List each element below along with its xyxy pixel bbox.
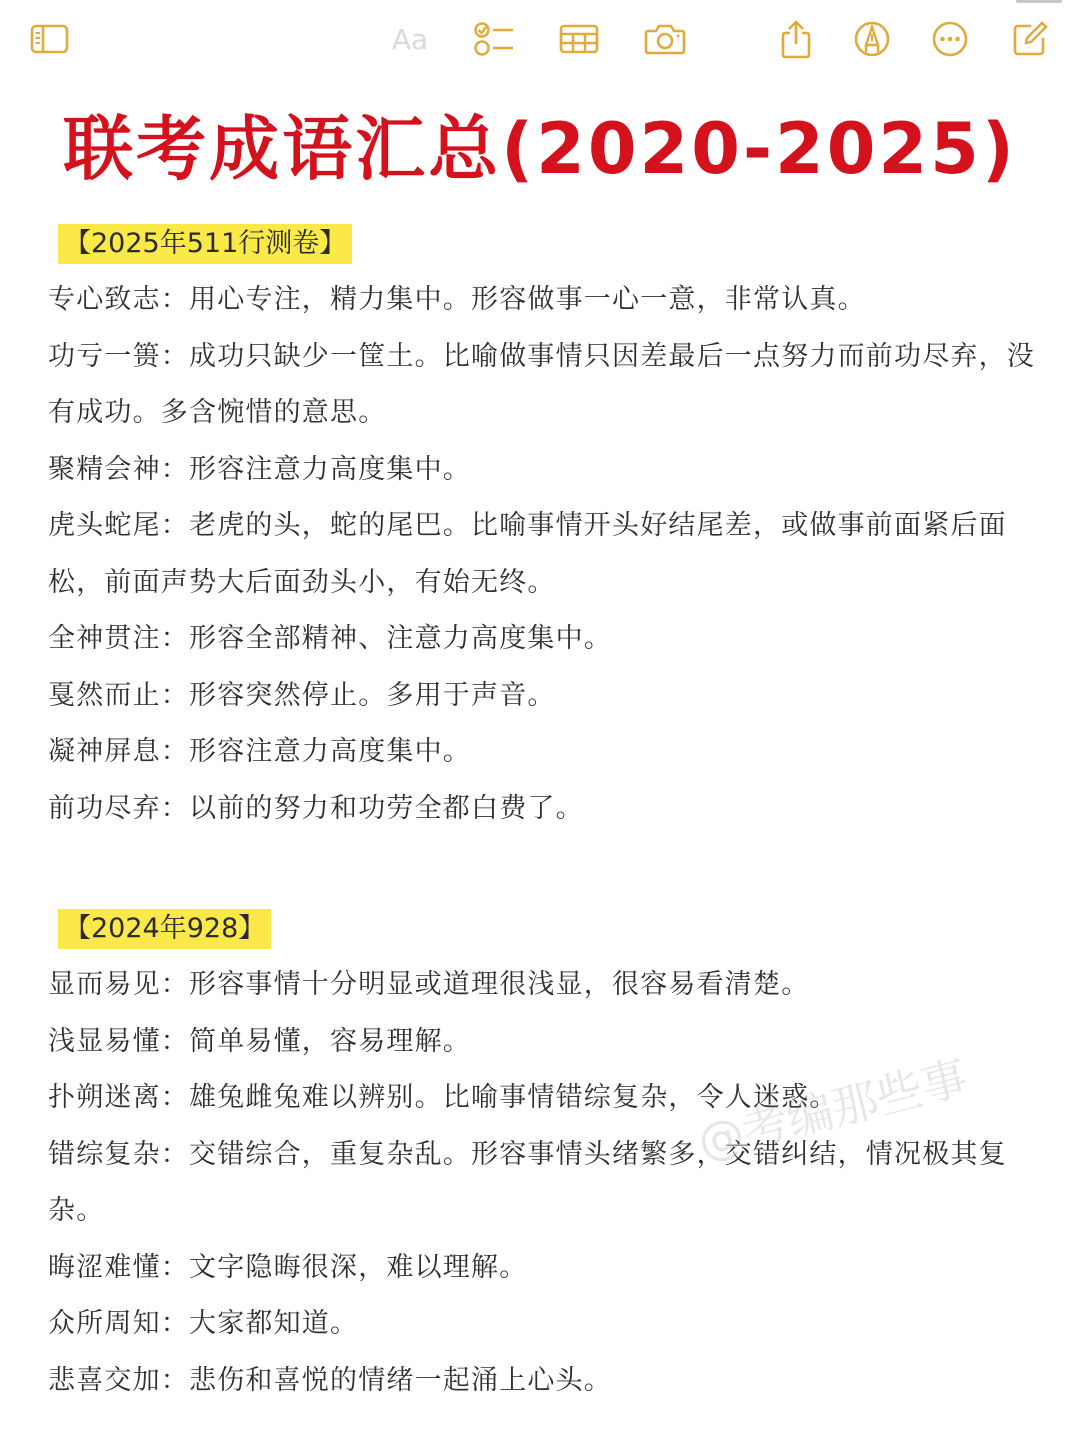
blank-line (48, 837, 1038, 901)
note-body[interactable] (48, 224, 1038, 1409)
more-options-button[interactable] (926, 16, 974, 62)
compose-note-button[interactable] (1006, 16, 1054, 62)
idiom-entry: 戛然而止：形容突然停止。多用于声音。 (48, 679, 556, 711)
sidebar-toggle-button[interactable] (26, 16, 74, 62)
checklist-button[interactable] (470, 16, 518, 62)
idiom-entry: 前功尽弃：以前的努力和功劳全都白费了。 (48, 792, 584, 824)
section-tag: 【2024年928】 (58, 909, 271, 949)
idiom-entry: 专心致志：用心专注，精力集中。形容做事一心一意，非常认真。 (48, 284, 866, 315)
idiom-entry: 晦涩难懂：文字隐晦很深，难以理解。 (48, 1251, 528, 1283)
sidebar-icon (30, 23, 70, 55)
notes-toolbar (0, 0, 1080, 80)
idiom-entry: 错综复杂：交错综合，重复杂乱。形容事情头绪繁多，交错纠结，情况极其复杂。 (48, 1138, 1007, 1226)
idiom-entry: 聚精会神：形容注意力高度集中。 (48, 453, 471, 485)
text-format-icon: Aa (391, 22, 429, 56)
section-tag: 【2025年511行测卷】 (58, 224, 352, 264)
more-icon (931, 20, 969, 58)
section-2024 (48, 909, 1038, 1409)
table-button[interactable] (555, 16, 603, 62)
share-button[interactable] (772, 16, 820, 62)
markup-button[interactable] (848, 16, 896, 62)
idiom-entry: 浅显易懂：简单易懂，容易理解。 (48, 1025, 471, 1057)
idiom-entry: 虎头蛇尾：老虎的头，蛇的尾巴。比喻事情开头好结尾差，或做事前面紧后面松，前面声势大后面劲头小，有始无终。 (48, 510, 1007, 598)
idiom-entry: 扑朔迷离：雄兔雌兔难以辨别。比喻事情错综复杂，令人迷惑。 (48, 1082, 838, 1113)
camera-icon (644, 22, 686, 56)
idiom-entry: 凝神屏息：形容注意力高度集中。 (48, 736, 471, 767)
format-text-button[interactable] (386, 16, 434, 62)
camera-button[interactable] (641, 16, 689, 62)
share-icon (779, 19, 813, 59)
idiom-entry: 功亏一篑：成功只缺少一筐土。比喻做事情只因差最后一点努力而前功尽弃，没有成功。多含惋惜的意思。 (48, 340, 1035, 428)
idiom-entry: 显而易见：形容事情十分明显或道理很浅显，很容易看清楚。 (48, 969, 810, 1000)
watermark: @考编那些事 (692, 1049, 974, 1170)
idiom-entry: 悲喜交加：悲伤和喜悦的情绪一起涌上心头。 (48, 1364, 612, 1396)
pen-markup-icon (853, 20, 891, 58)
compose-icon (1011, 20, 1049, 58)
idiom-entry: 众所周知：大家都知道。 (48, 1308, 359, 1339)
table-icon (559, 23, 599, 55)
note-title: 联考成语汇总(2020-2025) (63, 108, 1017, 190)
checklist-icon (473, 21, 515, 57)
section-2025 (48, 224, 1038, 837)
idiom-entry: 全神贯注：形容全部精神、注意力高度集中。 (48, 623, 612, 654)
